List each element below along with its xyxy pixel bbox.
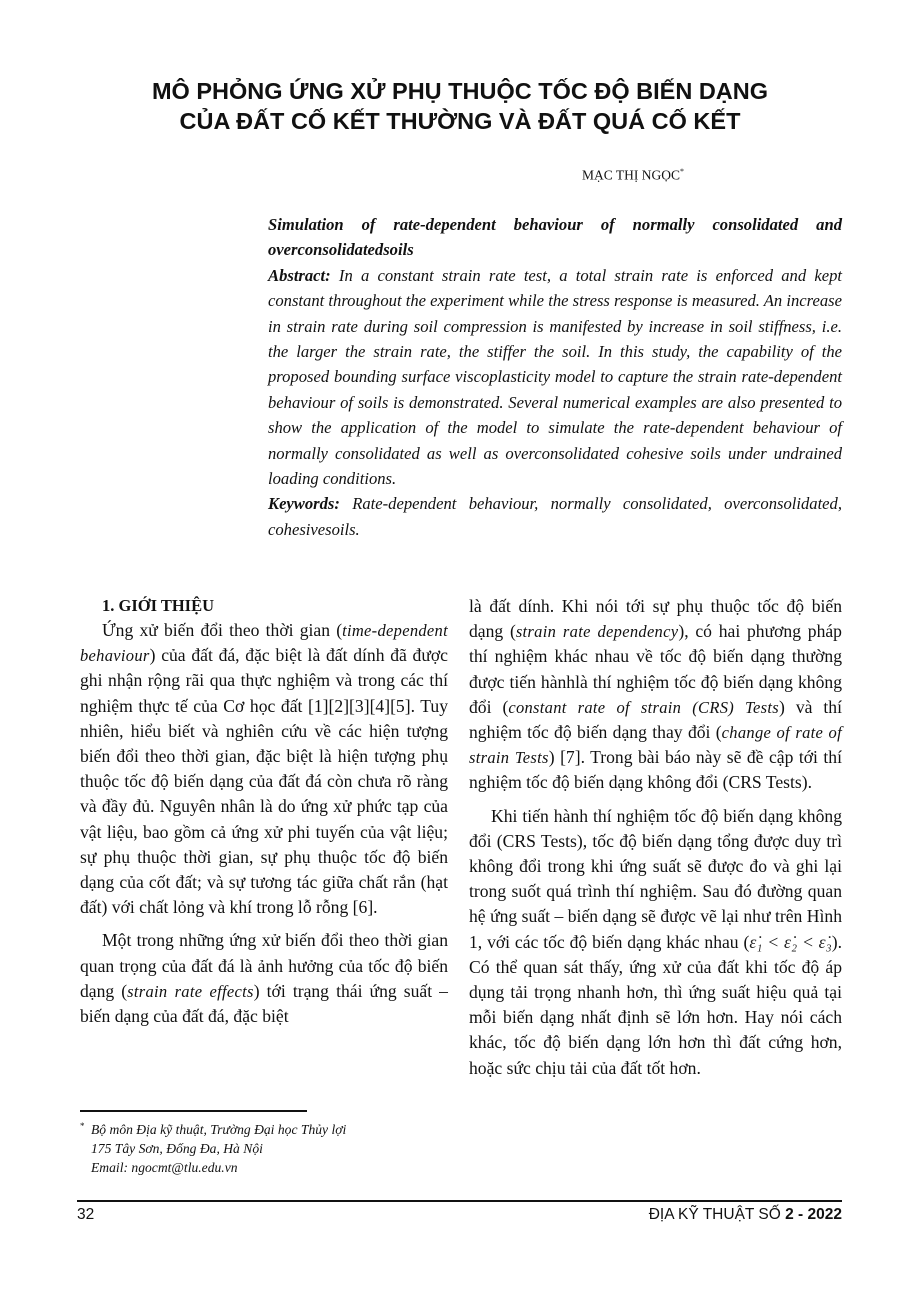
title-line-2: CỦA ĐẤT CỐ KẾT THƯỜNG VÀ ĐẤT QUÁ CỐ KẾT — [179, 108, 741, 134]
crs-paragraph — [469, 804, 842, 1081]
footnote-divider — [80, 1110, 307, 1112]
abstract-label: Abstract: — [268, 265, 331, 285]
abstract-text: In a constant strain rate test, a total strain rate is enforced and kept constant throughout the experiment while the stress response is measured. An increase in strain rate during soil compression is manifested by increase in soil stiffness, i.e. the larger the strain rate, the stiffer the soil. In this study, the capability of the proposed bounding surface viscoplasticity model to capture the strain rate-dependent behaviour of soils is demonstrated. Several numerical examples are also presented to show the application of the model to simulate the rate-dependent behaviour of normally consolidated as well as overconsolidated cohesive soils under undrained loading conditions. — [268, 265, 842, 489]
text-run: Khi tiến hành thí nghiệm tốc độ biến dạng không đổi (CRS Tests), tốc độ biến dạng tổng được duy trì không đổi trong khi ứng suất sẽ được đo và ghi lại trong suốt quá trình thí nghiệm. Sau đó đường quan hệ ứng suất – biến dạng sẽ được vẽ lại như trên Hình 1, với các tốc độ biến dạng khác nhau ( — [469, 805, 842, 952]
text-run: ) và thí nghiệm tốc độ biến dạng thay đổi ( — [469, 696, 842, 743]
journal-name: ĐỊA KỸ THUẬT SỐ — [648, 1206, 781, 1223]
abstract-block — [268, 212, 842, 542]
strain-rate-inequality: ε̇₁ < ε̇₂ < ε̇₃ — [749, 931, 832, 952]
keywords-text: Rate-dependent behaviour, normally consolidated, overconsolidated, cohesivesoils. — [268, 494, 842, 539]
abstract-paragraph — [268, 263, 842, 492]
right-column — [469, 594, 842, 1081]
title-line-1: MÔ PHỎNG ỨNG XỬ PHỤ THUỘC TỐC ĐỘ BIẾN DẠNG — [151, 78, 769, 104]
section-heading: 1. GIỚI THIỆU — [102, 596, 215, 615]
footnote-mark: * — [80, 1121, 85, 1131]
journal-footer — [649, 1206, 842, 1224]
journal-issue: 2 - 2022 — [785, 1206, 842, 1223]
paper-title — [0, 76, 920, 136]
italic-term: change of rate of strain Tests — [469, 723, 842, 768]
italic-term: constant rate of strain (CRS) Tests — [508, 697, 779, 717]
footnote-email: Email: ngocmt@tlu.edu.vn — [91, 1160, 238, 1175]
text-run: ) của đất đá, đặc biệt là đất dính đã được ghi nhận rộng rãi qua thực nghiệm và trong các thí nghiệm thực tế của Cơ học đất [1][2][3][4][5]. Tuy nhiên, hiểu biết và nghiên cứu về các hiện tượng biến đổi theo thời gian, đặc biệt là hiện tượng phụ thuộc tốc độ biến dạng của đất đá còn chưa rõ ràng và đầy đủ. Nguyên nhân là do ứng xử phức tạp của vật liệu, bao gồm cả ứng xử phi tuyến của vật liệu; sự phụ thuộc thời gian, sự phụ thuộc tốc độ biến dạng của cốt đất; và sự tương tác giữa chất rắn (hạt đất) với chất lỏng và khí trong lỗ rỗng [6]. — [80, 645, 448, 918]
page-number: 32 — [77, 1206, 95, 1223]
keywords-label: Keywords: — [268, 494, 340, 514]
italic-term: strain rate dependency — [515, 622, 679, 642]
text-run: ). Có thể quan sát thấy, ứng xử của đất khi tốc độ áp dụng tải trọng nhanh hơn, thì ứng suất hiệu quả tại mỗi biến dạng nhất định sẽ lớn hơn. Hay nói cách khác, tốc độ biến dạng lớn hơn thì đất cứng hơn, hoặc sức chịu tải của đất tốt hơn. — [469, 931, 842, 1078]
author-name: MẠC THỊ NGỌC — [582, 167, 681, 183]
italic-term: strain rate effects — [127, 981, 254, 1001]
text-run: ) [7]. Trong bài báo này sẽ đề cập tới thí nghiệm tốc độ biến dạng không đổi (CRS Tests). — [469, 747, 842, 793]
author — [582, 167, 684, 184]
footer-divider — [77, 1200, 842, 1202]
english-title: Simulation of rate-dependent behaviour of normally consolidated and overconsolidatedsoils — [268, 215, 842, 260]
text-run: Một trong những ứng xử biến đổi theo thời gian quan trọng của đất đá là ảnh hưởng của tốc độ biến dạng ( — [80, 930, 448, 1001]
author-footnote-mark: * — [680, 167, 685, 176]
footnote-address: 175 Tây Sơn, Đống Đa, Hà Nội — [91, 1141, 263, 1156]
footnote — [80, 1120, 440, 1177]
left-column — [80, 594, 448, 1029]
text-run: Ứng xử biến đổi theo thời gian ( — [102, 620, 343, 640]
keywords-paragraph — [268, 491, 842, 542]
italic-term: time-dependent behaviour — [80, 621, 448, 666]
intro-paragraph-continued — [469, 594, 842, 796]
intro-paragraph-1 — [80, 618, 448, 920]
text-run: là đất dính. Khi nói tới sự phụ thuộc tốc độ biến dạng ( — [469, 596, 842, 642]
text-run: ) tới trạng thái ứng suất – biến dạng của đất đá, đặc biệt — [80, 980, 448, 1027]
intro-paragraph-2 — [80, 928, 448, 1029]
text-run: ), có hai phương pháp thí nghiệm khác nhau về tốc độ biến dạng thường được tiến hànhlà thí nghiệm tốc độ biến dạng không đổi ( — [469, 621, 842, 717]
footnote-affiliation: Bộ môn Địa kỹ thuật, Trường Đại học Thủy lợi — [91, 1122, 347, 1137]
